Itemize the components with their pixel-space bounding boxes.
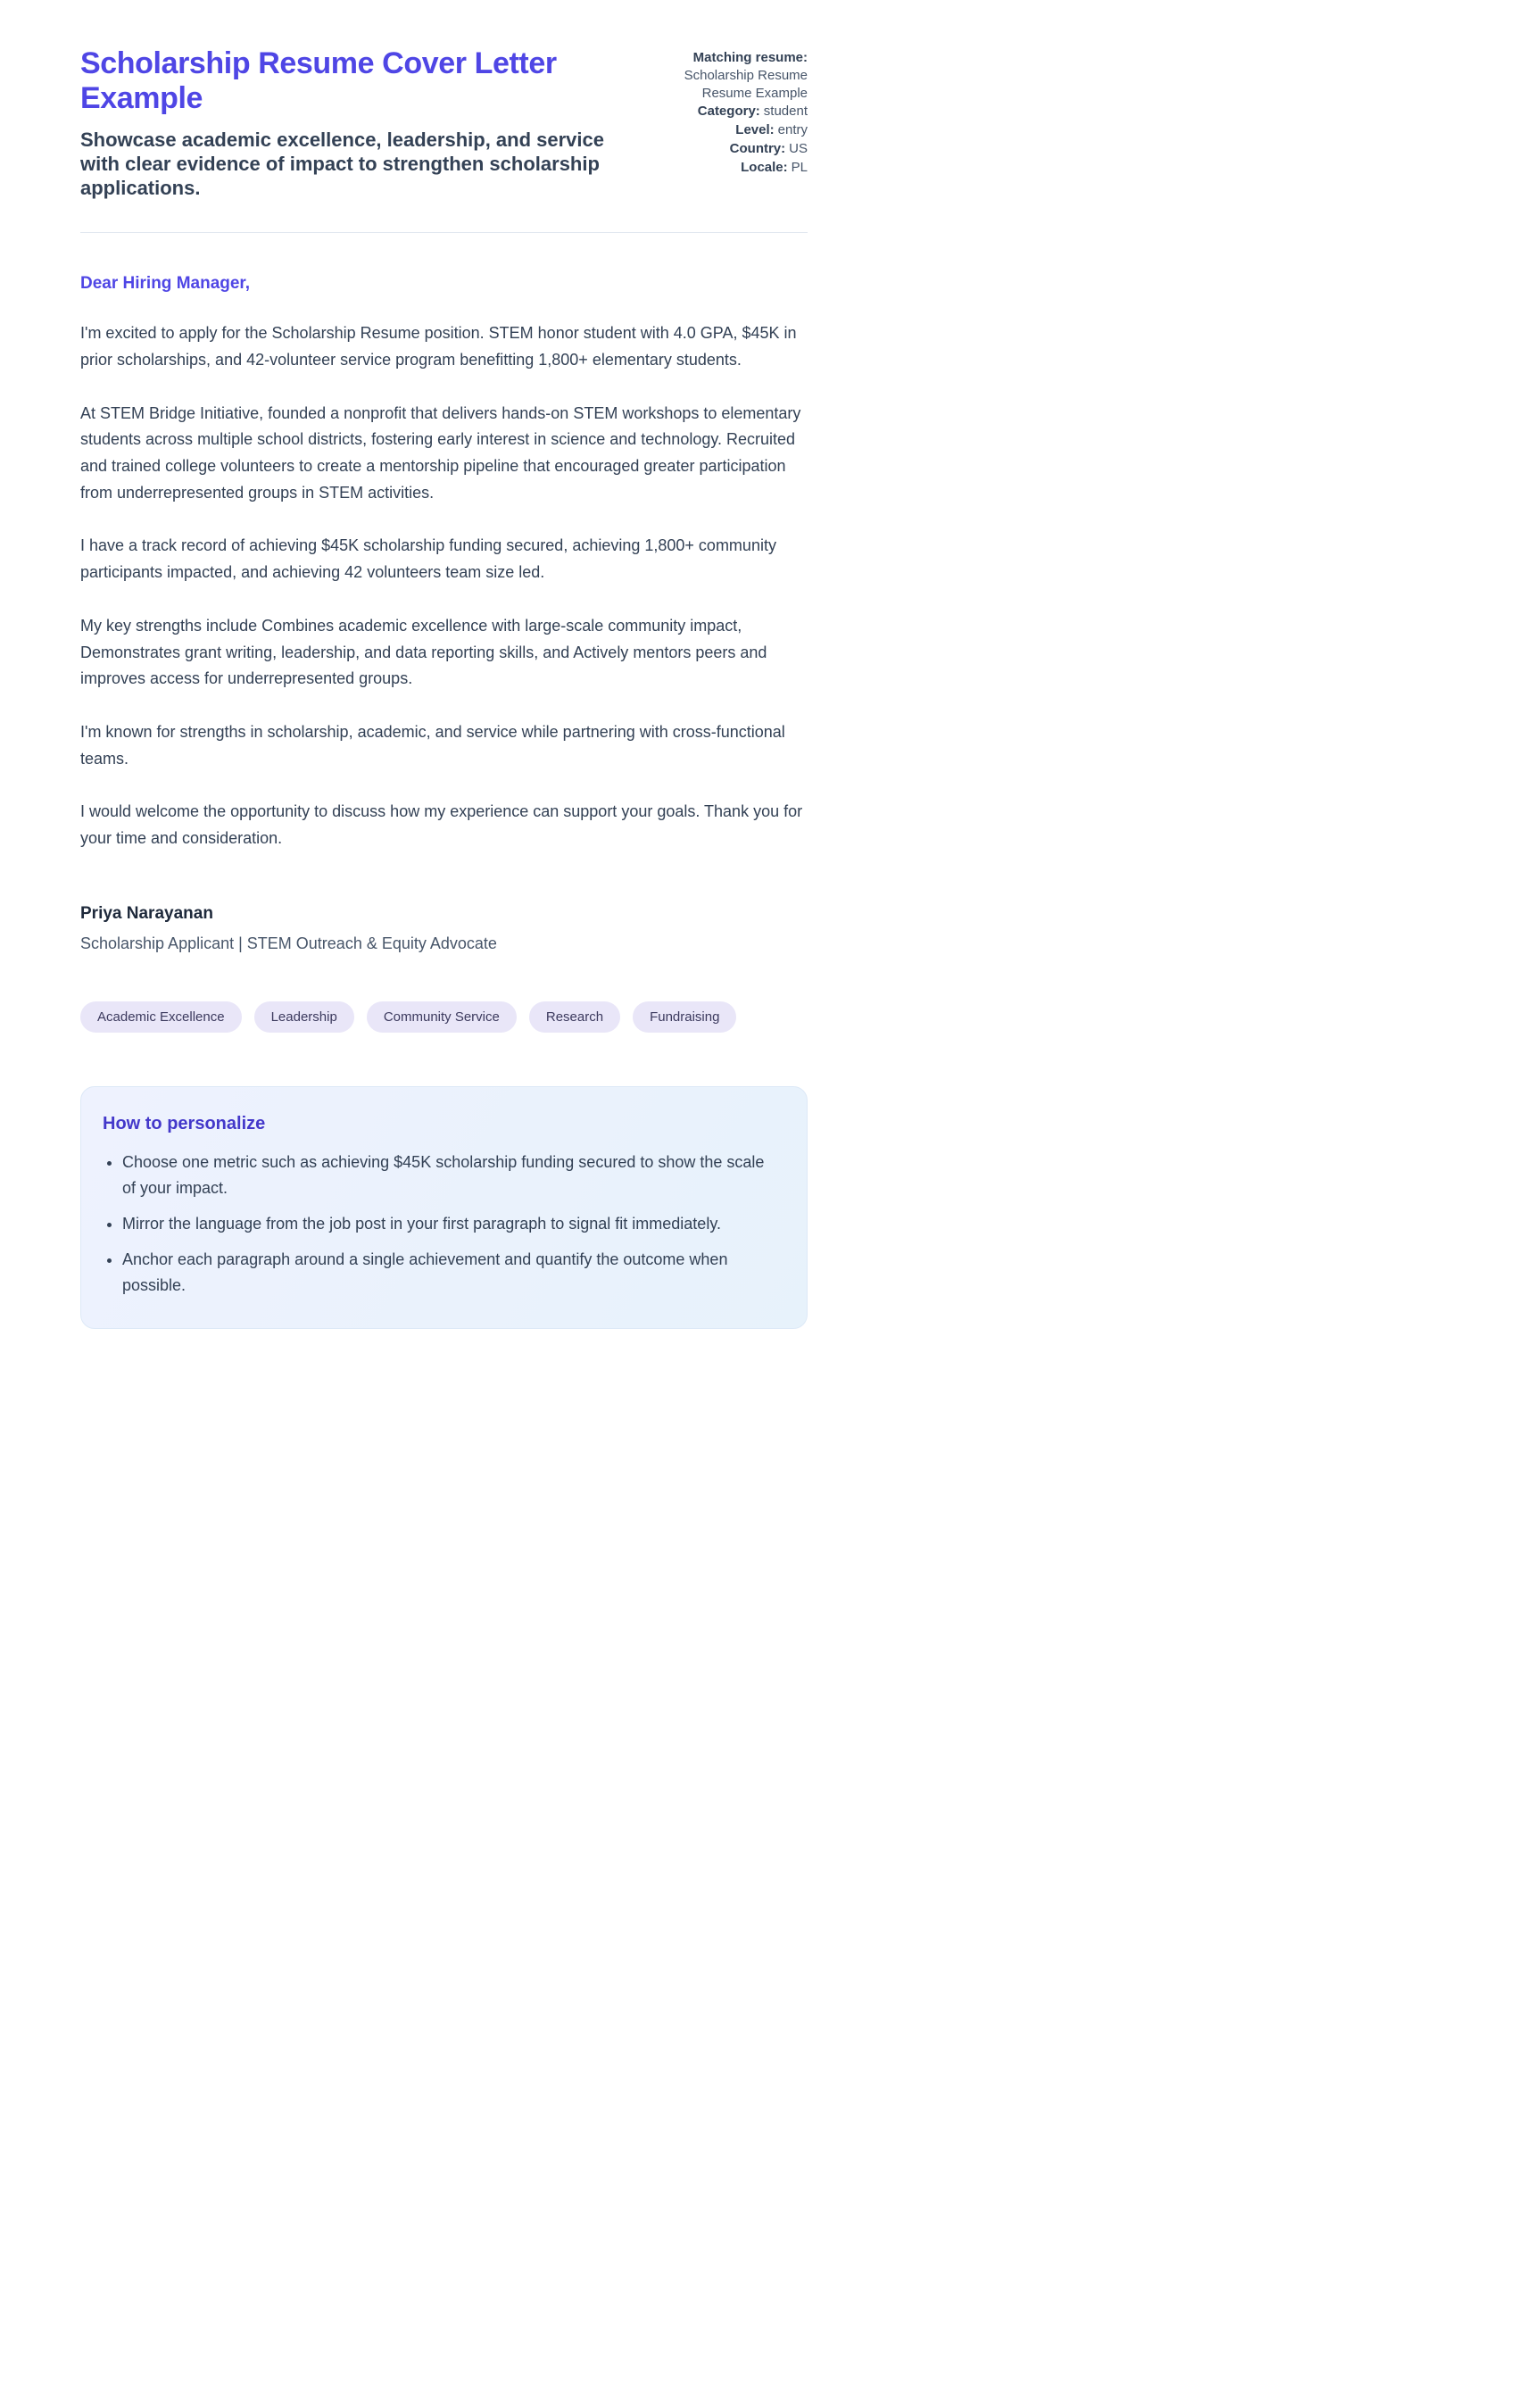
meta-category-value: student — [763, 104, 808, 120]
meta-row-level — [665, 121, 808, 139]
signature-title: Scholarship Applicant | STEM Outreach & Equity Advocate — [80, 934, 497, 952]
personalize-heading: How to personalize — [103, 1113, 266, 1133]
greeting: Dear Hiring Manager, — [80, 274, 251, 294]
divider — [80, 232, 808, 233]
meta-row-country — [665, 140, 808, 158]
personalize-tip: • Choose one metric such as achieving $45K scholarship funding secured to show the scale of your impact. — [122, 1150, 776, 1202]
tag-pill-research: Research — [529, 1001, 620, 1033]
meta-matching-value: Scholarship Resume Resume Example — [684, 67, 808, 101]
personalize-tip: • Mirror the language from the job post in your first paragraph to signal fit immediately. — [122, 1211, 776, 1238]
signature-name: Priya Narayanan — [80, 903, 213, 923]
page-subtitle: Showcase academic excellence, leadership, and service with clear evidence of impact to strengthen scholarship applications. — [80, 128, 604, 199]
tag-pill-academic-excellence: Academic Excellence — [80, 1001, 242, 1033]
personalize-tip: • Anchor each paragraph around a single achievement and quantify the outcome when possible. — [122, 1247, 776, 1299]
personalize-card — [80, 1086, 808, 1329]
letter-paragraph: I'm excited to apply for the Scholarship Resume position. STEM honor student with 4.0 GPA, $45K in prior scholarships, and 42-volunteer service program benefitting 1,800+ elementary students. — [80, 324, 797, 370]
letter-paragraph: At STEM Bridge Initiative, founded a nonprofit that delivers hands-on STEM workshops to elementary students across multiple school districts, fostering early interest in science and technology. Recruited and trained college volunteers to create a mentorship pipeline that encouraged greater participation from underrepresented groups in STEM activities. — [80, 403, 801, 502]
letter-paragraph: I would welcome the opportunity to discuss how my experience can support your goals. Thank you for your time and consideration. — [80, 802, 803, 847]
meta-country-label: Country: — [729, 140, 786, 156]
meta-row-locale — [665, 159, 808, 177]
meta-locale-label: Locale: — [741, 159, 788, 175]
page-header-left — [80, 46, 660, 200]
meta-country-value: US — [789, 140, 808, 156]
page — [80, 0, 808, 1329]
tag-list — [80, 1001, 808, 1033]
meta-matching-resume — [665, 49, 808, 102]
meta-locale-value: PL — [791, 159, 808, 175]
letter-paragraph: My key strengths include Combines academic excellence with large-scale community impact, Demonstrates grant writing, leadership, and data reporting skills, and Actively mentors peers and improves access for underrepresented groups. — [80, 616, 767, 688]
tag-pill-leadership: Leadership — [254, 1001, 354, 1033]
meta-level-label: Level: — [735, 122, 775, 138]
page-header — [80, 46, 808, 200]
resume-meta — [665, 46, 808, 177]
meta-matching-label: Matching resume: — [692, 50, 808, 65]
meta-level-value: entry — [777, 122, 808, 138]
tag-pill-fundraising: Fundraising — [633, 1001, 736, 1033]
tag-pill-community-service: Community Service — [367, 1001, 517, 1033]
personalize-tips — [103, 1150, 776, 1299]
letter-paragraph: I have a track record of achieving $45K scholarship funding secured, achieving 1,800+ community participants impacted, and achieving 42 volunteers team size led. — [80, 536, 776, 582]
page-title: Scholarship Resume Cover Letter Example — [80, 46, 557, 116]
meta-category-label: Category: — [697, 104, 760, 120]
cover-letter-body — [80, 274, 808, 952]
letter-paragraph: I'm known for strengths in scholarship, academic, and service while partnering with cross-functional teams. — [80, 722, 785, 768]
meta-row-category — [665, 103, 808, 120]
